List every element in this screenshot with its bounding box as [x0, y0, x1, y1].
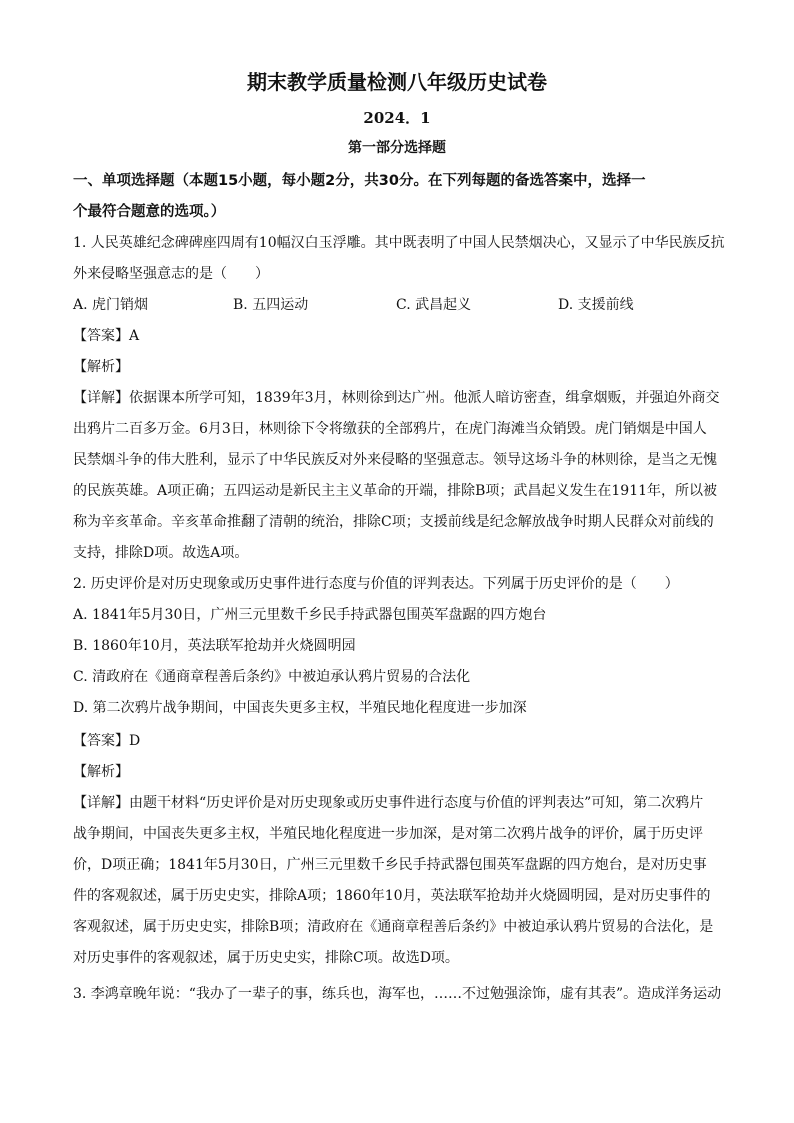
q2-option-a: A. 1841年5月30日，广州三元里数千乡民手持武器包围英军盘踞的四方炮台 [73, 607, 547, 623]
q2-stem: 2. 历史评价是对历史现象或历史事件进行态度与价值的评判表达。下列属于历史评价的是（ ） [73, 576, 679, 592]
q1-detail-line-3: 民禁烟斗争的伟大胜利，显示了中华民族反对外来侵略的坚强意志。领导这场斗争的林则徐，是当之无愧 [73, 452, 717, 468]
section-heading-line-2: 个最符合题意的选项。） [73, 204, 226, 220]
q2-detail-line-4: 件的客观叙述，属于历史史实，排除A项；1860年10月，英法联军抢劫并火烧圆明园，是对历史事件的 [73, 888, 711, 904]
section-heading-line-1: 一、单项选择题（本题15小题，每小题2分，共30分。在下列每题的备选答案中，选择一 [73, 173, 646, 189]
q1-detail-line-1: 【详解】依据课本所学可知，1839年3月，林则徐到达广州。他派人暗访密查，缉拿烟贩，并强迫外商交 [73, 390, 720, 406]
q2-detail-line-1: 【详解】由题干材料“历史评价是对历史现象或历史事件进行态度与价值的评判表达”可知，第二次鸦片 [73, 795, 704, 811]
q2-detail-line-6: 对历史事件的客观叙述，属于历史史实，排除C项。故选D项。 [73, 950, 459, 966]
q2-option-d: D. 第二次鸦片战争期间，中国丧失更多主权，半殖民地化程度进一步加深 [73, 700, 527, 716]
q3-stem: 3. 李鸿章晚年说：“我办了一辈子的事，练兵也，海军也，……不过勉强涂饰，虚有其表”。造成洋务运动 [73, 986, 722, 1002]
q2-detail-line-2: 战争期间，中国丧失更多主权，半殖民地化程度进一步加深，是对第二次鸦片战争的评价，属于历史评 [73, 826, 703, 842]
q2-detail-line-3: 价，D项正确；1841年5月30日，广州三元里数千乡民手持武器包围英军盘踞的四方炮台，是对历史事 [73, 857, 707, 873]
q1-detail-line-2: 出鸦片二百多万金。6月3日，林则徐下令将缴获的全部鸦片，在虎门海滩当众销毁。虎门销烟是中国人 [73, 421, 707, 437]
q1-analysis-label: 【解析】 [73, 359, 129, 375]
q2-option-c: C. 清政府在《通商章程善后条约》中被迫承认鸦片贸易的合法化 [73, 669, 471, 685]
q1-option-a: A. 虎门销烟 [73, 297, 149, 313]
q1-detail-line-5: 称为辛亥革命。辛亥革命推翻了清朝的统治，排除C项；支援前线是纪念解放战争时期人民群众对前线的 [73, 514, 714, 530]
q1-stem-line-2: 外来侵略坚强意志的是（ ） [73, 266, 269, 282]
q1-stem-line-1: 1. 人民英雄纪念碑碑座四周有10幅汉白玉浮雕。其中既表明了中国人民禁烟决心，又显示了中华民族反抗 [73, 235, 725, 251]
part-heading: 第一部分选择题 [348, 140, 446, 156]
q1-detail-line-6: 支持，排除D项。故选A项。 [73, 545, 249, 561]
q2-option-b: B. 1860年10月，英法联军抢劫并火烧圆明园 [73, 638, 356, 654]
q1-option-d: D. 支援前线 [558, 297, 634, 313]
q1-option-c: C. 武昌起义 [396, 297, 472, 313]
q1-option-b: B. 五四运动 [233, 297, 309, 313]
exam-date: 2024．1 [363, 109, 431, 127]
exam-title: 期末教学质量检测八年级历史试卷 [247, 70, 547, 94]
q1-answer: 【答案】A [73, 328, 140, 344]
q1-detail-line-4: 的民族英雄。A项正确；五四运动是新民主主义革命的开端，排除B项；武昌起义发生在1911年，所以被 [73, 483, 718, 499]
q1-options [73, 294, 726, 316]
q2-detail-line-5: 客观叙述，属于历史史实，排除B项；清政府在《通商章程善后条约》中被迫承认鸦片贸易的合法化，是 [73, 919, 714, 935]
q2-answer: 【答案】D [73, 733, 141, 749]
q2-analysis-label: 【解析】 [73, 764, 129, 780]
